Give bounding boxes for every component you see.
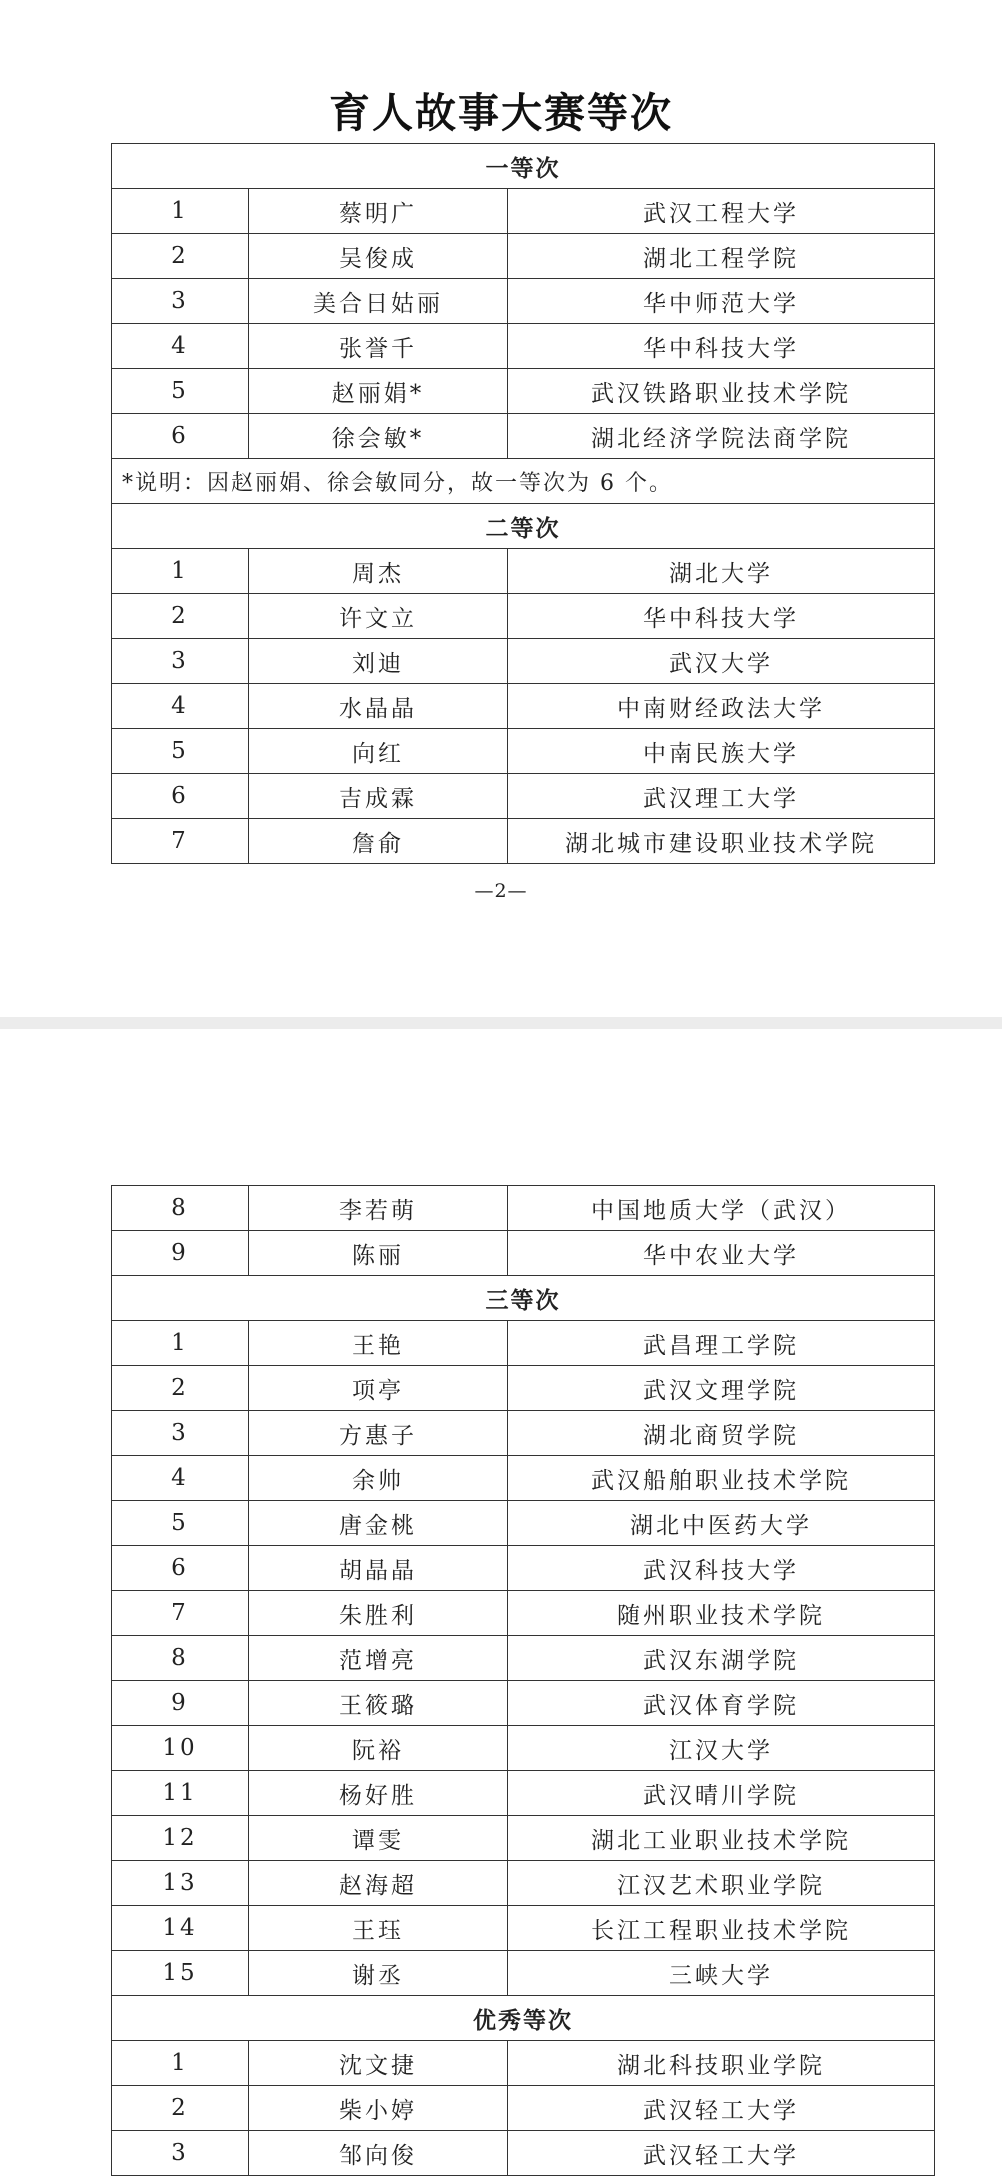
name-cell: 朱胜利 — [249, 1591, 508, 1636]
name-cell: 吉成霖 — [249, 774, 508, 819]
school-cell: 武汉铁路职业技术学院 — [508, 369, 935, 414]
rank-cell: 4 — [112, 684, 249, 729]
name-cell: 杨好胜 — [249, 1771, 508, 1816]
rank-cell: 12 — [112, 1816, 249, 1861]
section-title: 一等次 — [112, 144, 935, 189]
table-row — [112, 549, 935, 594]
rank-cell: 7 — [112, 1591, 249, 1636]
name-cell: 陈丽 — [249, 1231, 508, 1276]
name-cell: 范增亮 — [249, 1636, 508, 1681]
school-cell: 湖北城市建设职业技术学院 — [508, 819, 935, 864]
table-row — [112, 1726, 935, 1771]
section-title: 三等次 — [112, 1276, 935, 1321]
rank-cell: 6 — [112, 414, 249, 459]
school-cell: 武汉轻工大学 — [508, 2086, 935, 2131]
table-row — [112, 1951, 935, 1996]
school-cell: 江汉艺术职业学院 — [508, 1861, 935, 1906]
school-cell: 湖北经济学院法商学院 — [508, 414, 935, 459]
rank-cell: 3 — [112, 2131, 249, 2176]
note-row — [112, 459, 935, 504]
table-row — [112, 1771, 935, 1816]
rank-cell: 6 — [112, 1546, 249, 1591]
school-cell: 武昌理工学院 — [508, 1321, 935, 1366]
school-cell: 中南民族大学 — [508, 729, 935, 774]
rank-cell: 2 — [112, 1366, 249, 1411]
name-cell: 水晶晶 — [249, 684, 508, 729]
section-title: 二等次 — [112, 504, 935, 549]
section-title: 优秀等次 — [112, 1996, 935, 2041]
name-cell: 李若萌 — [249, 1186, 508, 1231]
rank-cell: 5 — [112, 729, 249, 774]
school-cell: 华中科技大学 — [508, 594, 935, 639]
name-cell: 谭雯 — [249, 1816, 508, 1861]
school-cell: 武汉大学 — [508, 639, 935, 684]
school-cell: 武汉船舶职业技术学院 — [508, 1456, 935, 1501]
table-row — [112, 1186, 935, 1231]
name-cell: 项亭 — [249, 1366, 508, 1411]
rank-cell: 15 — [112, 1951, 249, 1996]
table-row — [112, 1861, 935, 1906]
table-row — [112, 639, 935, 684]
name-cell: 向红 — [249, 729, 508, 774]
name-cell: 余帅 — [249, 1456, 508, 1501]
page-number: —2— — [474, 880, 528, 902]
school-cell: 随州职业技术学院 — [508, 1591, 935, 1636]
table-row — [112, 1546, 935, 1591]
name-cell: 赵海超 — [249, 1861, 508, 1906]
table-row — [112, 1591, 935, 1636]
rank-cell: 6 — [112, 774, 249, 819]
table-row — [112, 1501, 935, 1546]
school-cell: 江汉大学 — [508, 1726, 935, 1771]
table-row — [112, 1681, 935, 1726]
section-header-row — [112, 1996, 935, 2041]
rank-cell: 9 — [112, 1231, 249, 1276]
table-row — [112, 1366, 935, 1411]
school-cell: 中南财经政法大学 — [508, 684, 935, 729]
table-row — [112, 324, 935, 369]
name-cell: 徐会敏* — [249, 414, 508, 459]
document-page-1 — [0, 0, 1002, 1017]
awards-table-page-2 — [111, 1185, 935, 2176]
name-cell: 唐金桃 — [249, 1501, 508, 1546]
table-row — [112, 774, 935, 819]
table-row — [112, 1321, 935, 1366]
rank-cell: 4 — [112, 324, 249, 369]
awards-table-page-1 — [111, 143, 935, 864]
rank-cell: 14 — [112, 1906, 249, 1951]
table-row — [112, 684, 935, 729]
rank-cell: 13 — [112, 1861, 249, 1906]
section-header-row — [112, 1276, 935, 1321]
school-cell: 湖北工程学院 — [508, 234, 935, 279]
school-cell: 三峡大学 — [508, 1951, 935, 1996]
name-cell: 美合日姑丽 — [249, 279, 508, 324]
school-cell: 武汉科技大学 — [508, 1546, 935, 1591]
table-row — [112, 2041, 935, 2086]
rank-cell: 1 — [112, 549, 249, 594]
rank-cell: 1 — [112, 1321, 249, 1366]
table-row — [112, 1411, 935, 1456]
name-cell: 邹向俊 — [249, 2131, 508, 2176]
document-page-2 — [0, 1029, 1002, 2171]
name-cell: 刘迪 — [249, 639, 508, 684]
table-row — [112, 279, 935, 324]
name-cell: 方惠子 — [249, 1411, 508, 1456]
table-row — [112, 369, 935, 414]
name-cell: 赵丽娟* — [249, 369, 508, 414]
rank-cell: 7 — [112, 819, 249, 864]
rank-cell: 2 — [112, 234, 249, 279]
name-cell: 胡晶晶 — [249, 1546, 508, 1591]
school-cell: 华中师范大学 — [508, 279, 935, 324]
section-header-row — [112, 504, 935, 549]
document-title: 育人故事大赛等次 — [329, 89, 673, 137]
name-cell: 柴小婷 — [249, 2086, 508, 2131]
rank-cell: 5 — [112, 369, 249, 414]
name-cell: 谢丞 — [249, 1951, 508, 1996]
school-cell: 武汉东湖学院 — [508, 1636, 935, 1681]
school-cell: 湖北大学 — [508, 549, 935, 594]
rank-cell: 2 — [112, 2086, 249, 2131]
rank-cell: 3 — [112, 639, 249, 684]
name-cell: 许文立 — [249, 594, 508, 639]
table-row — [112, 1456, 935, 1501]
name-cell: 吴俊成 — [249, 234, 508, 279]
school-cell: 华中科技大学 — [508, 324, 935, 369]
rank-cell: 3 — [112, 279, 249, 324]
table-row — [112, 414, 935, 459]
school-cell: 武汉文理学院 — [508, 1366, 935, 1411]
rank-cell: 8 — [112, 1636, 249, 1681]
table-row — [112, 729, 935, 774]
rank-cell: 1 — [112, 2041, 249, 2086]
name-cell: 沈文捷 — [249, 2041, 508, 2086]
school-cell: 长江工程职业技术学院 — [508, 1906, 935, 1951]
school-cell: 华中农业大学 — [508, 1231, 935, 1276]
table-row — [112, 2086, 935, 2131]
rank-cell: 4 — [112, 1456, 249, 1501]
school-cell: 中国地质大学（武汉） — [508, 1186, 935, 1231]
name-cell: 王筱璐 — [249, 1681, 508, 1726]
rank-cell: 8 — [112, 1186, 249, 1231]
school-cell: 湖北中医药大学 — [508, 1501, 935, 1546]
table-row — [112, 189, 935, 234]
name-cell: 张誉千 — [249, 324, 508, 369]
rank-cell: 1 — [112, 189, 249, 234]
name-cell: 阮裕 — [249, 1726, 508, 1771]
school-cell: 武汉轻工大学 — [508, 2131, 935, 2176]
school-cell: 湖北工业职业技术学院 — [508, 1816, 935, 1861]
school-cell: 武汉晴川学院 — [508, 1771, 935, 1816]
rank-cell: 5 — [112, 1501, 249, 1546]
table-row — [112, 1636, 935, 1681]
table-row — [112, 819, 935, 864]
name-cell: 周杰 — [249, 549, 508, 594]
name-cell: 蔡明广 — [249, 189, 508, 234]
rank-cell: 10 — [112, 1726, 249, 1771]
rank-cell: 2 — [112, 594, 249, 639]
table-row — [112, 594, 935, 639]
name-cell: 王珏 — [249, 1906, 508, 1951]
table-row — [112, 1906, 935, 1951]
table-row — [112, 2131, 935, 2176]
table-row — [112, 1231, 935, 1276]
school-cell: 武汉体育学院 — [508, 1681, 935, 1726]
page-separator — [0, 1017, 1002, 1029]
name-cell: 詹俞 — [249, 819, 508, 864]
school-cell: 湖北商贸学院 — [508, 1411, 935, 1456]
school-cell: 武汉工程大学 — [508, 189, 935, 234]
table-row — [112, 234, 935, 279]
school-cell: 湖北科技职业学院 — [508, 2041, 935, 2086]
name-cell: 王艳 — [249, 1321, 508, 1366]
rank-cell: 11 — [112, 1771, 249, 1816]
school-cell: 武汉理工大学 — [508, 774, 935, 819]
rank-cell: 3 — [112, 1411, 249, 1456]
table-row — [112, 1816, 935, 1861]
note-text: *说明：因赵丽娟、徐会敏同分，故一等次为 6 个。 — [112, 459, 935, 504]
section-header-row — [112, 144, 935, 189]
rank-cell: 9 — [112, 1681, 249, 1726]
